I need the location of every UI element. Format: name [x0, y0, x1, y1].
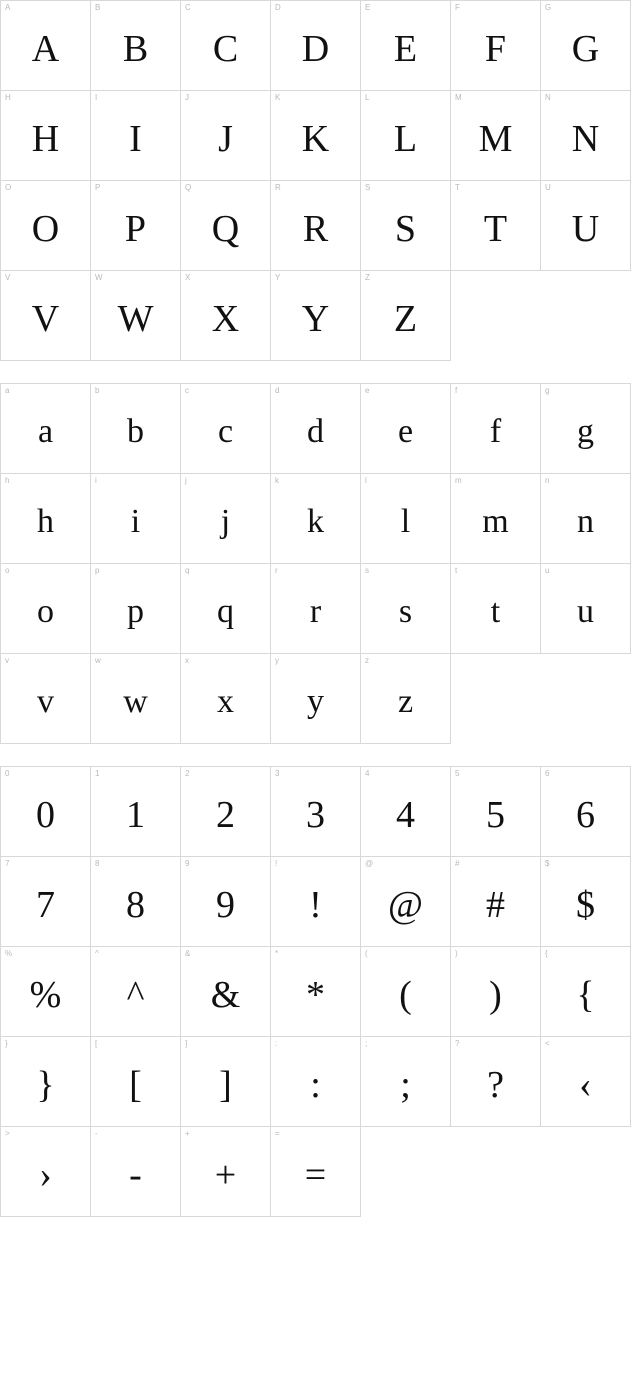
glyph-code-label: R	[275, 183, 281, 192]
glyph-character: (	[399, 973, 412, 1016]
glyph-character: m	[482, 502, 509, 540]
glyph-character: 7	[36, 883, 55, 926]
glyph-character: p	[127, 592, 144, 630]
glyph-code-label: [	[95, 1039, 98, 1048]
glyph-group-uppercase	[0, 0, 631, 361]
glyph-code-label: N	[545, 93, 551, 102]
glyph-code-label: ]	[185, 1039, 188, 1048]
glyph-character: e	[397, 412, 414, 450]
glyph-code-label: )	[455, 949, 458, 958]
glyph-cell[interactable]	[1, 654, 91, 744]
glyph-cell[interactable]	[1, 271, 91, 361]
glyph-character: 6	[576, 793, 595, 836]
glyph-character: @	[388, 883, 423, 926]
glyph-code-label: p	[95, 566, 100, 575]
glyph-character: C	[212, 27, 239, 70]
glyph-character: -	[129, 1153, 142, 1196]
glyph-code-label: Y	[275, 273, 281, 282]
glyph-character: O	[31, 207, 60, 250]
glyph-character: w	[123, 682, 148, 720]
glyph-cell[interactable]	[181, 181, 271, 271]
glyph-code-label: !	[275, 859, 278, 868]
glyph-code-label: K	[275, 93, 281, 102]
glyph-cell[interactable]	[91, 181, 181, 271]
glyph-character: b	[127, 412, 144, 450]
glyph-cell[interactable]	[181, 384, 271, 474]
glyph-cell[interactable]	[271, 857, 361, 947]
glyph-code-label: T	[455, 183, 460, 192]
glyph-code-label: M	[455, 93, 462, 102]
glyph-code-label: H	[5, 93, 11, 102]
glyph-cell[interactable]	[361, 271, 451, 361]
glyph-character: ?	[487, 1063, 504, 1106]
glyph-cell[interactable]	[1, 564, 91, 654]
glyph-code-label: r	[275, 566, 278, 575]
glyph-code-label: g	[545, 386, 550, 395]
glyph-group-lowercase	[0, 383, 631, 744]
glyph-code-label: X	[185, 273, 191, 282]
glyph-character: c	[217, 412, 234, 450]
glyph-cell[interactable]	[541, 181, 631, 271]
glyph-cell[interactable]	[361, 181, 451, 271]
glyph-character: z	[397, 682, 414, 720]
glyph-cell[interactable]	[541, 1037, 631, 1127]
glyph-code-label: 4	[365, 769, 370, 778]
glyph-cell[interactable]	[91, 564, 181, 654]
glyph-code-label: P	[95, 183, 101, 192]
glyph-cell[interactable]	[91, 1, 181, 91]
glyph-character: :	[310, 1063, 321, 1106]
glyph-code-label: w	[95, 656, 101, 665]
glyph-code-label: b	[95, 386, 100, 395]
glyph-cell[interactable]	[271, 564, 361, 654]
glyph-character: }	[36, 1063, 55, 1106]
glyph-cell[interactable]	[271, 384, 361, 474]
glyph-character: T	[483, 207, 508, 250]
glyph-cell[interactable]	[91, 767, 181, 857]
glyph-code-label: k	[275, 476, 279, 485]
glyph-code-label: I	[95, 93, 98, 102]
glyph-character: r	[309, 592, 322, 630]
glyph-code-label: u	[545, 566, 550, 575]
glyph-code-label: y	[275, 656, 279, 665]
glyph-character: &	[210, 973, 241, 1016]
glyph-character: H	[31, 117, 60, 160]
glyph-character: E	[393, 27, 418, 70]
glyph-code-label: U	[545, 183, 551, 192]
glyph-character: j	[220, 502, 231, 540]
glyph-cell[interactable]	[451, 947, 541, 1037]
glyph-character: 9	[216, 883, 235, 926]
glyph-character: ;	[400, 1063, 411, 1106]
glyph-code-label: x	[185, 656, 189, 665]
glyph-cell[interactable]	[91, 947, 181, 1037]
glyph-character: k	[307, 502, 324, 540]
glyph-cell[interactable]	[91, 1127, 181, 1217]
glyph-cell[interactable]	[361, 857, 451, 947]
glyph-cell[interactable]	[1, 384, 91, 474]
glyph-character: i	[130, 502, 141, 540]
glyph-cell[interactable]	[361, 1037, 451, 1127]
glyph-code-label: z	[365, 656, 369, 665]
glyph-character: d	[307, 412, 324, 450]
glyph-cell[interactable]	[1, 947, 91, 1037]
glyph-code-label: S	[365, 183, 371, 192]
glyph-cell[interactable]	[181, 91, 271, 181]
glyph-cell[interactable]	[541, 947, 631, 1037]
glyph-code-label: #	[455, 859, 460, 868]
glyph-cell[interactable]	[541, 857, 631, 947]
glyph-cell[interactable]	[1, 857, 91, 947]
glyph-cell[interactable]	[361, 654, 451, 744]
glyph-code-label: i	[95, 476, 97, 485]
glyph-character: J	[218, 117, 233, 160]
glyph-code-label: 7	[5, 859, 10, 868]
glyph-cell[interactable]	[181, 767, 271, 857]
glyph-cell[interactable]	[91, 271, 181, 361]
glyph-character: ›	[39, 1153, 52, 1196]
glyph-character: L	[393, 117, 418, 160]
glyph-character: s	[398, 592, 413, 630]
glyph-character: {	[576, 973, 595, 1016]
glyph-cell[interactable]	[451, 857, 541, 947]
glyph-character: h	[37, 502, 54, 540]
glyph-cell-empty	[451, 271, 541, 361]
glyph-cell[interactable]	[271, 947, 361, 1037]
glyph-code-label: e	[365, 386, 370, 395]
glyph-cell[interactable]	[1, 1127, 91, 1217]
glyph-cell[interactable]	[271, 181, 361, 271]
glyph-character: B	[122, 27, 149, 70]
glyph-code-label: W	[95, 273, 103, 282]
glyph-cell[interactable]	[1, 767, 91, 857]
glyph-character: q	[217, 592, 234, 630]
glyph-cell[interactable]	[541, 474, 631, 564]
glyph-cell[interactable]	[541, 1, 631, 91]
glyph-code-label: ^	[95, 949, 99, 958]
glyph-code-label: a	[5, 386, 10, 395]
glyph-group-digits-and-symbols	[0, 766, 631, 1217]
glyph-character: Y	[301, 297, 330, 340]
glyph-cell[interactable]	[271, 654, 361, 744]
glyph-cell[interactable]	[91, 91, 181, 181]
glyph-cell[interactable]	[451, 384, 541, 474]
glyph-code-label: j	[185, 476, 187, 485]
glyph-code-label: J	[185, 93, 189, 102]
glyph-character: 5	[486, 793, 505, 836]
glyph-code-label: v	[5, 656, 9, 665]
glyph-character: K	[301, 117, 330, 160]
glyph-character: ^	[126, 973, 145, 1016]
glyph-cell[interactable]	[181, 271, 271, 361]
glyph-code-label: l	[365, 476, 367, 485]
glyph-code-label: >	[5, 1129, 10, 1138]
glyph-cell[interactable]	[451, 1, 541, 91]
glyph-character: %	[29, 973, 62, 1016]
glyph-cell[interactable]	[361, 1, 451, 91]
glyph-character: 8	[126, 883, 145, 926]
glyph-character: !	[309, 883, 322, 926]
glyph-code-label: 8	[95, 859, 100, 868]
glyph-cell[interactable]	[1, 91, 91, 181]
glyph-code-label: 2	[185, 769, 190, 778]
glyph-cell[interactable]	[271, 1037, 361, 1127]
glyph-cell[interactable]	[451, 181, 541, 271]
glyph-cell[interactable]	[181, 474, 271, 564]
glyph-code-label: &	[185, 949, 191, 958]
glyph-character: n	[577, 502, 594, 540]
glyph-character: u	[577, 592, 594, 630]
glyph-cell[interactable]	[451, 767, 541, 857]
glyph-cell[interactable]	[181, 947, 271, 1037]
glyph-code-label: }	[5, 1039, 8, 1048]
glyph-code-label: -	[95, 1129, 98, 1138]
glyph-code-label: :	[275, 1039, 278, 1048]
glyph-character: *	[306, 973, 325, 1016]
glyph-code-label: q	[185, 566, 190, 575]
glyph-character: 0	[36, 793, 55, 836]
glyph-cell[interactable]	[271, 474, 361, 564]
glyph-cell-empty	[541, 1127, 631, 1217]
glyph-character: ]	[219, 1063, 232, 1106]
glyph-cell[interactable]	[1, 1, 91, 91]
glyph-cell[interactable]	[1, 1037, 91, 1127]
glyph-code-label: Q	[185, 183, 192, 192]
glyph-code-label: 5	[455, 769, 460, 778]
glyph-character: x	[217, 682, 234, 720]
glyph-code-label: +	[185, 1129, 190, 1138]
glyph-code-label: %	[5, 949, 13, 958]
glyph-character: V	[31, 297, 60, 340]
glyph-cell[interactable]	[361, 474, 451, 564]
glyph-code-label: @	[365, 859, 374, 868]
glyph-character: l	[400, 502, 411, 540]
glyph-character: =	[304, 1153, 327, 1196]
glyph-character: Q	[211, 207, 240, 250]
glyph-cell[interactable]	[451, 1037, 541, 1127]
glyph-character: X	[211, 297, 240, 340]
glyph-code-label: F	[455, 3, 460, 12]
glyph-cell[interactable]	[361, 767, 451, 857]
glyph-character: 3	[306, 793, 325, 836]
glyph-character: +	[214, 1153, 237, 1196]
glyph-character: [	[129, 1063, 142, 1106]
glyph-code-label: ;	[365, 1039, 368, 1048]
glyph-character: S	[394, 207, 417, 250]
glyph-code-label: s	[365, 566, 369, 575]
glyph-character: M	[478, 117, 513, 160]
glyph-code-label: 1	[95, 769, 100, 778]
glyph-cell[interactable]	[271, 1, 361, 91]
glyph-cell-empty	[361, 1127, 451, 1217]
glyph-code-label: L	[365, 93, 370, 102]
glyph-cell-empty	[541, 654, 631, 744]
glyph-character: t	[490, 592, 501, 630]
glyph-cell[interactable]	[451, 474, 541, 564]
glyph-cell[interactable]	[271, 271, 361, 361]
glyph-character: $	[576, 883, 595, 926]
glyph-character: I	[129, 117, 142, 160]
glyph-code-label: f	[455, 386, 458, 395]
glyph-character: a	[37, 412, 54, 450]
glyph-cell[interactable]	[181, 1037, 271, 1127]
glyph-cell[interactable]	[91, 654, 181, 744]
glyph-character: D	[301, 27, 330, 70]
glyph-cell[interactable]	[541, 767, 631, 857]
glyph-cell[interactable]	[361, 384, 451, 474]
glyph-cell[interactable]	[181, 857, 271, 947]
glyph-code-label: t	[455, 566, 458, 575]
glyph-cell[interactable]	[451, 564, 541, 654]
glyph-character: 1	[126, 793, 145, 836]
glyph-code-label: m	[455, 476, 462, 485]
glyph-cell[interactable]	[271, 91, 361, 181]
glyph-code-label: Z	[365, 273, 370, 282]
glyph-code-label: ?	[455, 1039, 460, 1048]
glyph-character: F	[484, 27, 507, 70]
glyph-cell[interactable]	[361, 564, 451, 654]
glyph-code-label: n	[545, 476, 550, 485]
glyph-character: ‹	[579, 1063, 592, 1106]
glyph-character: #	[486, 883, 505, 926]
glyph-cell[interactable]	[271, 767, 361, 857]
glyph-cell-empty	[541, 271, 631, 361]
glyph-cell[interactable]	[541, 384, 631, 474]
glyph-code-label: B	[95, 3, 101, 12]
glyph-cell[interactable]	[181, 654, 271, 744]
glyph-code-label: O	[5, 183, 12, 192]
glyph-cell[interactable]	[91, 474, 181, 564]
glyph-cell[interactable]	[271, 1127, 361, 1217]
glyph-cell[interactable]	[181, 1, 271, 91]
glyph-code-label: D	[275, 3, 281, 12]
glyph-cell-empty	[451, 654, 541, 744]
glyph-character: W	[117, 297, 154, 340]
glyph-cell[interactable]	[91, 1037, 181, 1127]
glyph-character: y	[307, 682, 324, 720]
glyph-cell[interactable]	[91, 384, 181, 474]
glyph-code-label: E	[365, 3, 371, 12]
glyph-code-label: c	[185, 386, 189, 395]
glyph-code-label: 9	[185, 859, 190, 868]
glyph-code-label: G	[545, 3, 552, 12]
glyph-character: o	[37, 592, 54, 630]
glyph-character: )	[489, 973, 502, 1016]
glyph-code-label: =	[275, 1129, 280, 1138]
glyph-code-label: A	[5, 3, 11, 12]
glyph-character: v	[37, 682, 54, 720]
glyph-character: R	[302, 207, 329, 250]
glyph-cell-empty	[451, 1127, 541, 1217]
glyph-code-label: (	[365, 949, 368, 958]
glyph-code-label: h	[5, 476, 10, 485]
glyph-cell[interactable]	[91, 857, 181, 947]
glyph-code-label: C	[185, 3, 191, 12]
glyph-cell[interactable]	[541, 564, 631, 654]
glyph-character: P	[124, 207, 147, 250]
glyph-cell[interactable]	[181, 1127, 271, 1217]
glyph-character: A	[31, 27, 60, 70]
glyph-character: U	[571, 207, 600, 250]
glyph-code-label: {	[545, 949, 548, 958]
glyph-code-label: 3	[275, 769, 280, 778]
glyph-cell[interactable]	[1, 181, 91, 271]
glyph-code-label: d	[275, 386, 280, 395]
glyph-cell[interactable]	[181, 564, 271, 654]
glyph-code-label: 6	[545, 769, 550, 778]
glyph-code-label: *	[275, 949, 279, 958]
glyph-code-label: o	[5, 566, 10, 575]
glyph-cell[interactable]	[451, 91, 541, 181]
glyph-character: f	[489, 412, 502, 450]
glyph-code-label: <	[545, 1039, 550, 1048]
glyph-cell[interactable]	[541, 91, 631, 181]
glyph-character: g	[577, 412, 594, 450]
glyph-code-label: $	[545, 859, 550, 868]
glyph-code-label: V	[5, 273, 11, 282]
glyph-character: 2	[216, 793, 235, 836]
glyph-character: 4	[396, 793, 415, 836]
glyph-cell[interactable]	[1, 474, 91, 564]
glyph-cell[interactable]	[361, 91, 451, 181]
glyph-code-label: 0	[5, 769, 10, 778]
glyph-character: Z	[393, 297, 418, 340]
glyph-character: G	[571, 27, 600, 70]
glyph-character: N	[571, 117, 600, 160]
glyph-cell[interactable]	[361, 947, 451, 1037]
